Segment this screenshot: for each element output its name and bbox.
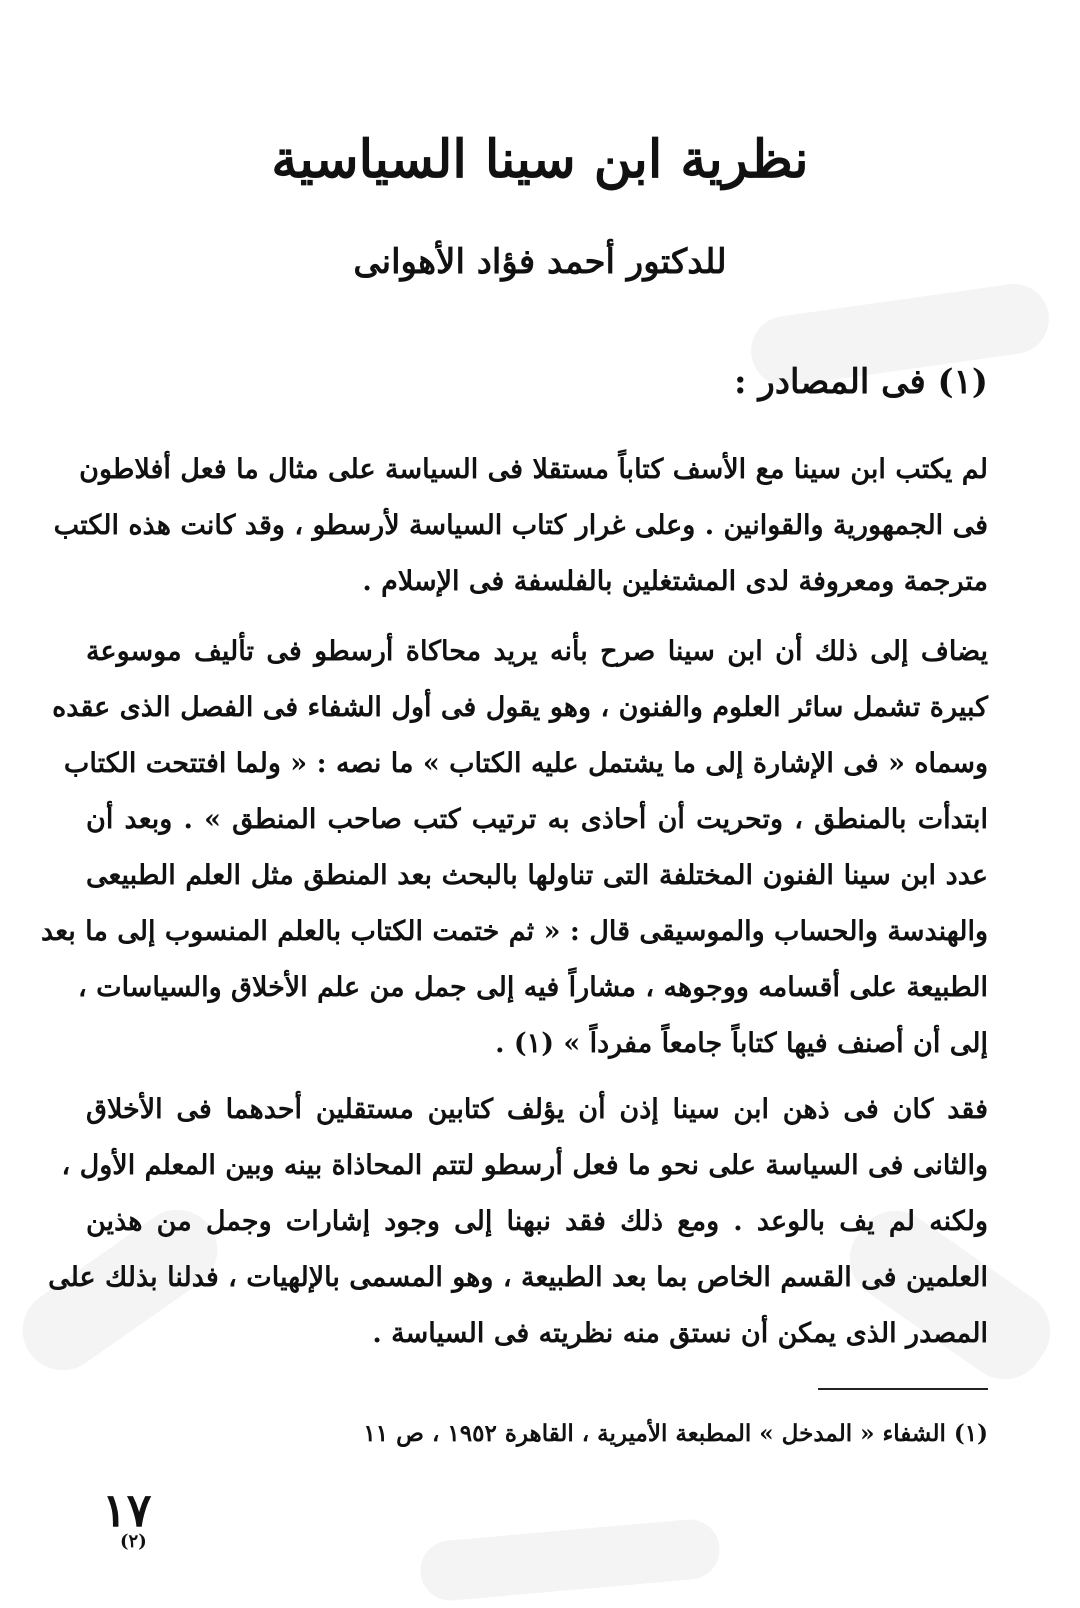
text-line: والثانى فى السياسة على نحو ما فعل أرسطو لتتم المحاذاة بينه وبين المعلم الأول ،: [61, 1150, 988, 1181]
text-line: مترجمة ومعروفة لدى المشتغلين بالفلسفة فى الإسلام .: [362, 566, 988, 597]
paragraph-3: [48, 1082, 988, 1362]
text-line: يضاف إلى ذلك أن ابن سينا صرح بأنه يريد محاكاة أرسطو فى تأليف موسوعة: [86, 636, 988, 667]
text-line: العلمين فى القسم الخاص بما بعد الطبيعة ، وهو المسمى بالإلهيات ، فدلنا بذلك على: [48, 1262, 988, 1293]
paragraph-1: [53, 442, 988, 610]
text-line: عدد ابن سينا الفنون المختلفة التى تناولها بالبحث بعد المنطق مثل العلم الطبيعى: [86, 860, 988, 891]
signature-mark: (٢): [120, 1531, 147, 1552]
text-line: وسماه « فى الإشارة إلى ما يشتمل عليه الكتاب » ما نصه : « ولما افتتحت الكتاب: [63, 748, 988, 779]
section-heading: (١) فى المصادر :: [734, 362, 988, 402]
text-line: كبيرة تشمل سائر العلوم والفنون ، وهو يقول فى أول الشفاء فى الفصل الذى عقده: [52, 692, 988, 723]
text-line: إلى أن أصنف فيها كتاباً جامعاً مفرداً » (١) .: [495, 1028, 988, 1059]
text-line: ابتدأت بالمنطق ، وتحريت أن أحاذى به ترتيب كتب صاحب المنطق » . وبعد أن: [86, 804, 988, 835]
footnote-divider: [818, 1388, 988, 1390]
text-line: فى الجمهورية والقوانين . وعلى غرار كتاب السياسة لأرسطو ، وقد كانت هذه الكتب: [53, 510, 988, 541]
text-line: لم يكتب ابن سينا مع الأسف كتاباً مستقلا فى السياسة على مثال ما فعل أفلاطون: [79, 454, 988, 485]
text-line: المصدر الذى يمكن أن نستق منه نظريته فى السياسة .: [372, 1318, 988, 1349]
footnote: (١) الشفاء « المدخل » المطبعة الأميرية ، القاهرة ١٩٥٢ ، ص ١١: [363, 1420, 988, 1447]
paragraph-2: [41, 624, 988, 1072]
article-title: نظرية ابن سينا السياسية: [271, 129, 809, 190]
text-line: والهندسة والحساب والموسيقى قال : « ثم ختمت الكتاب بالعلم المنسوب إلى ما بعد: [41, 916, 988, 947]
text-line: فقد كان فى ذهن ابن سينا إذن أن يؤلف كتابين مستقلين أحدهما فى الأخلاق: [86, 1094, 988, 1125]
author-line: للدكتور أحمد فؤاد الأهوانى: [353, 242, 727, 282]
scan-smudge: [418, 1517, 722, 1603]
page-number: ١٧: [102, 1483, 152, 1537]
text-line: ولكنه لم يف بالوعد . ومع ذلك فقد نبهنا إلى وجود إشارات وجمل من هذين: [86, 1206, 988, 1237]
text-line: الطبيعة على أقسامه ووجوهه ، مشاراً فيه إلى جمل من علم الأخلاق والسياسات ،: [78, 972, 988, 1003]
